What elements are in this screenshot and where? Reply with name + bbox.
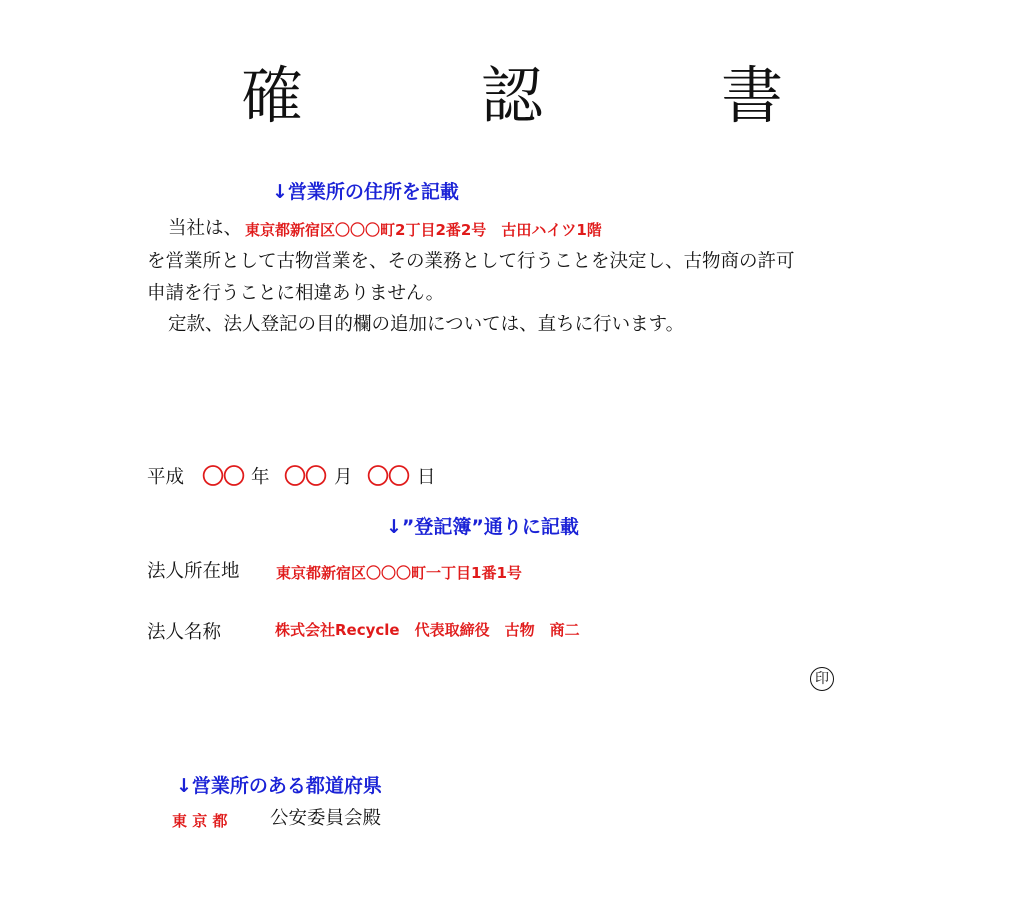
office-address-note: ↓営業所の住所を記載: [272, 181, 459, 203]
register-note: ↓”登記簿”通りに記載: [386, 516, 579, 538]
prefecture-note: ↓営業所のある都道府県: [176, 775, 382, 797]
date-month-value: 〇〇: [284, 465, 327, 490]
date-era: 平成: [147, 467, 185, 488]
corporation-name-value: 株式会社Recycle 代表取締役 古物 商二: [275, 621, 580, 639]
date-day-value: 〇〇: [367, 465, 410, 490]
office-address-value: 東京都新宿区〇〇〇町2丁目2番2号 古田ハイツ1階: [245, 221, 602, 239]
body-line3: 申請を行うことに相違ありません。: [147, 283, 445, 304]
prefecture-value: 東 京 都: [172, 812, 228, 830]
date-day-unit: 日: [417, 467, 436, 488]
addressee: 公安委員会殿: [270, 808, 382, 829]
body-line4: 定款、法人登記の目的欄の追加については、直ちに行います。: [168, 314, 685, 335]
body-line1-prefix: 当社は、: [168, 218, 243, 239]
corporation-name-label: 法人名称: [147, 622, 222, 643]
corporation-address-label: 法人所在地: [147, 561, 240, 582]
date-year-unit: 年: [251, 467, 270, 488]
document-title: 確 認 書: [240, 59, 841, 132]
corporation-address-value: 東京都新宿区〇〇〇町一丁目1番1号: [276, 564, 522, 582]
body-line2: を営業所として古物営業を、その業務として行うことを決定し、古物商の許可: [147, 251, 795, 272]
date-month-unit: 月: [334, 467, 353, 488]
date-year-value: 〇〇: [202, 465, 245, 490]
seal-mark: 印: [810, 667, 834, 691]
